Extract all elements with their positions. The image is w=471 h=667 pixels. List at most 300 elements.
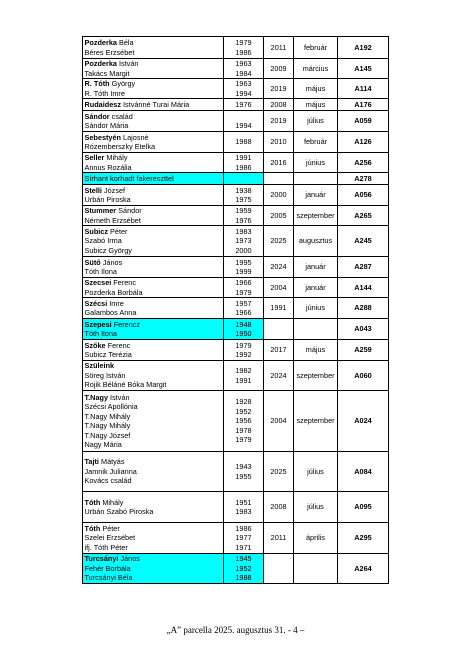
names-cell: [83, 37, 224, 59]
grave-code-cell: A176: [338, 99, 389, 111]
years-cell: [224, 173, 264, 185]
year-line: 1988: [235, 573, 252, 583]
name-line: [85, 163, 222, 173]
year-line: 1983: [235, 507, 252, 516]
year-line: 1950: [235, 329, 252, 338]
year-line: 1994: [235, 121, 252, 130]
renewal-year-cell: 2000: [264, 185, 294, 206]
name-line: [85, 371, 222, 381]
grave-code-cell: A059: [338, 111, 389, 132]
name-line: [85, 402, 222, 412]
renewal-month-cell: szeptember: [294, 361, 338, 391]
name-rest: János: [118, 554, 140, 564]
name-rest: Turcsányi Béla: [84, 573, 133, 583]
name-line: [85, 564, 222, 574]
name-line: [85, 206, 222, 216]
name-line: [85, 431, 222, 441]
names-cell: [83, 492, 224, 523]
name-rest: Ferencz: [111, 319, 141, 329]
name-rest: Subicz György: [84, 245, 132, 255]
grave-code-cell: A144: [338, 278, 389, 298]
names-cell: [83, 99, 224, 111]
name-line: [85, 533, 222, 543]
name-rest: Annus Rozália: [84, 162, 132, 172]
years-cell: [224, 185, 264, 206]
years-cell: [224, 226, 264, 257]
name-line: [85, 299, 222, 309]
name-rest: R. Tóth Imre: [84, 88, 125, 98]
name-line: [85, 467, 222, 477]
name-rest: Péter: [108, 226, 128, 236]
years-cell: [224, 99, 264, 111]
year-line: 1955: [235, 471, 252, 481]
years-cell: [224, 361, 264, 391]
renewal-year-cell: 2008: [264, 492, 294, 523]
grave-code-cell: A114: [338, 79, 389, 99]
years-cell: [224, 523, 264, 554]
name-rest: T.Nagy Mihály: [84, 421, 131, 430]
names-cell: [83, 132, 224, 153]
renewal-year-cell: 2017: [264, 340, 294, 361]
name-line: [85, 524, 222, 534]
renewal-year-cell: 2009: [264, 59, 294, 79]
grave-code-cell: A295: [338, 523, 389, 554]
year-line: 1976: [235, 99, 252, 109]
surname: Szecsei: [84, 278, 112, 287]
name-rest: Galambos Anna: [84, 308, 137, 317]
name-rest: Söreg István: [84, 370, 126, 380]
renewal-month-cell: június: [294, 153, 338, 173]
year-line: 1963: [235, 59, 252, 68]
renewal-month-cell: április: [294, 523, 338, 554]
name-rest: Németh Erzsébet: [84, 215, 141, 225]
renewal-month-cell: június: [294, 298, 338, 319]
renewal-year-cell: 2008: [264, 99, 294, 111]
renewal-month-cell: február: [294, 132, 338, 153]
year-line: 1928: [235, 397, 252, 407]
renewal-month-cell: január: [294, 185, 338, 206]
name-rest: Szabó Irma: [84, 236, 122, 246]
year-line: 1988: [235, 137, 252, 147]
grave-code-cell: A288: [338, 298, 389, 319]
register-row: [83, 132, 389, 153]
renewal-year-cell: [264, 173, 294, 185]
surname: Pozderka: [84, 38, 117, 47]
years-cell: [224, 37, 264, 59]
register-row: [83, 278, 389, 298]
year-line: 1986: [235, 523, 252, 533]
names-cell: [83, 278, 224, 298]
name-rest: Sándor Mária: [84, 121, 129, 130]
renewal-year-cell: 2016: [264, 153, 294, 173]
names-cell: [83, 452, 224, 492]
surname: Stelli: [84, 185, 102, 195]
name-rest: Istvánné Turai Mária: [121, 99, 190, 109]
renewal-year-cell: 2025: [264, 226, 294, 257]
name-line: [85, 320, 222, 330]
names-cell: [83, 391, 224, 452]
grave-code-cell: A259: [338, 340, 389, 361]
year-line: 1979: [235, 435, 252, 445]
grave-code-cell: A278: [338, 173, 389, 185]
year-line: 1979: [235, 287, 252, 297]
name-rest: Pozderka Borbála: [84, 287, 143, 297]
name-rest: Lajosné: [121, 132, 149, 142]
name-rest: Mihály: [104, 153, 128, 162]
year-line: 1945: [235, 554, 252, 564]
year-line: 1999: [235, 267, 252, 276]
names-cell: [83, 340, 224, 361]
grave-code-cell: A264: [338, 554, 389, 584]
surname: Tóth: [84, 497, 101, 507]
name-line: [85, 59, 222, 69]
name-line: [85, 393, 222, 403]
register-row: [83, 111, 389, 132]
renewal-month-cell: március: [294, 59, 338, 79]
grave-code-cell: A084: [338, 452, 389, 492]
register-row: [83, 99, 389, 111]
register-row: [83, 523, 389, 554]
name-line: [85, 121, 222, 131]
years-cell: [224, 79, 264, 99]
renewal-month-cell: augusztus: [294, 226, 338, 257]
years-cell: [224, 391, 264, 452]
name-rest: Ferenc: [105, 340, 131, 350]
name-line: [85, 69, 222, 79]
surname: Tóth: [84, 523, 101, 533]
renewal-year-cell: 2004: [264, 391, 294, 452]
name-rest: István: [108, 392, 130, 402]
names-cell: [83, 185, 224, 206]
grave-code-cell: A145: [338, 59, 389, 79]
name-line: [85, 554, 222, 564]
year-line: 1983: [235, 226, 252, 236]
surname: Rudaidesz: [84, 99, 121, 109]
name-rest: Nagy Mária: [84, 440, 122, 449]
name-line: [85, 278, 222, 288]
name-rest: Tóth Ilona: [84, 329, 117, 338]
year-line: 1975: [235, 195, 252, 204]
names-cell: [83, 173, 224, 185]
renewal-month-cell: július: [294, 452, 338, 492]
name-rest: család: [109, 111, 133, 121]
years-cell: [224, 298, 264, 319]
year-line: 1971: [235, 542, 252, 552]
years-cell: [224, 492, 264, 523]
year-line: 1986: [235, 162, 252, 172]
register-row: [83, 226, 389, 257]
year-line: [226, 174, 262, 184]
name-rest: Rojik Béláné Bóka Margit: [84, 380, 167, 390]
name-line: [85, 216, 222, 226]
name-line: [85, 476, 222, 486]
year-line: 1979: [235, 340, 252, 350]
names-cell: [83, 153, 224, 173]
renewal-month-cell: július: [294, 492, 338, 523]
years-cell: [224, 59, 264, 79]
years-cell: [224, 257, 264, 278]
name-rest: Sándor: [116, 206, 142, 215]
names-cell: [83, 257, 224, 278]
name-rest: Urbán Szabó Piroska: [84, 507, 154, 516]
year-line: 1938: [235, 185, 252, 195]
name-rest: Takács Margit: [84, 68, 130, 78]
year-line: 1951: [235, 497, 252, 507]
name-line: [85, 288, 222, 298]
year-line: 2000: [235, 245, 252, 255]
register-row: [83, 206, 389, 226]
name-line: [85, 112, 222, 122]
name-rest: Mihály: [100, 497, 124, 507]
year-line: 1991: [235, 375, 252, 385]
years-cell: [224, 340, 264, 361]
renewal-month-cell: január: [294, 257, 338, 278]
names-cell: [83, 111, 224, 132]
name-line: [85, 195, 222, 205]
renewal-month-cell: május: [294, 79, 338, 99]
register-row: [83, 554, 389, 584]
renewal-year-cell: 2010: [264, 132, 294, 153]
page-footer: „A” parcella 2025. augusztus 31. - 4 –: [166, 625, 305, 635]
renewal-month-cell: február: [294, 37, 338, 59]
years-cell: [224, 132, 264, 153]
surname: Pozderka: [84, 59, 117, 68]
year-line: 1986: [235, 47, 252, 57]
name-rest: Urbán Piroska: [84, 195, 131, 204]
name-rest: Sírhant korhadt fakereszttel: [84, 173, 174, 183]
renewal-month-cell: [294, 319, 338, 340]
grave-code-cell: A192: [338, 37, 389, 59]
grave-code-cell: A265: [338, 206, 389, 226]
renewal-year-cell: 1991: [264, 298, 294, 319]
name-rest: T.Nagy József: [84, 430, 131, 440]
year-line: 1992: [235, 350, 252, 359]
name-line: [85, 308, 222, 318]
renewal-year-cell: 2024: [264, 257, 294, 278]
grave-code-cell: A056: [338, 185, 389, 206]
year-line: 1979: [235, 38, 252, 47]
name-line: [85, 329, 222, 339]
renewal-year-cell: [264, 319, 294, 340]
grave-code-cell: A024: [338, 391, 389, 452]
year-line: 1952: [235, 563, 252, 573]
grave-code-cell: A060: [338, 361, 389, 391]
surname: R. Tóth: [84, 79, 110, 88]
year-line: 1976: [235, 215, 252, 225]
register-row: [83, 59, 389, 79]
name-line: [85, 440, 222, 450]
renewal-month-cell: május: [294, 99, 338, 111]
year-line: 1948: [235, 319, 252, 329]
grave-code-cell: A043: [338, 319, 389, 340]
surname: T.Nagy: [84, 392, 109, 402]
name-line: [85, 361, 222, 371]
name-line: [85, 142, 222, 152]
grave-code-cell: A245: [338, 226, 389, 257]
name-rest: Szelei Erzsébet: [84, 533, 136, 543]
name-line: [85, 507, 222, 517]
name-rest: János: [100, 257, 123, 267]
register-row: [83, 257, 389, 278]
name-line: [85, 573, 222, 583]
name-line: [85, 48, 222, 58]
name-rest: Szécsi Apollónia: [84, 402, 138, 411]
years-cell: [224, 153, 264, 173]
name-line: [85, 341, 222, 351]
names-cell: [83, 298, 224, 319]
renewal-year-cell: 2019: [264, 111, 294, 132]
renewal-year-cell: 2025: [264, 452, 294, 492]
years-cell: [224, 554, 264, 584]
names-cell: [83, 361, 224, 391]
year-line: 1957: [235, 298, 252, 308]
year-line: [226, 112, 262, 122]
name-line: [85, 350, 222, 360]
years-cell: [224, 452, 264, 492]
grave-code-cell: A287: [338, 257, 389, 278]
renewal-month-cell: szeptember: [294, 206, 338, 226]
surname: Szepesi: [84, 319, 112, 329]
name-line: [85, 227, 222, 237]
year-line: 1977: [235, 533, 252, 543]
name-line: [85, 79, 222, 89]
years-cell: [224, 319, 264, 340]
name-line: [85, 380, 222, 390]
name-line: [85, 498, 222, 508]
name-line: [85, 267, 222, 277]
surname: Sebestyén: [84, 132, 122, 142]
surname: Subicz: [84, 226, 109, 236]
years-cell: [224, 111, 264, 132]
name-rest: György: [109, 79, 136, 88]
name-line: [85, 174, 222, 184]
year-line: 1982: [235, 366, 252, 375]
year-line: 1966: [235, 308, 252, 317]
register-row: [83, 185, 389, 206]
name-rest: Subicz Terézia: [84, 350, 132, 359]
renewal-year-cell: 2024: [264, 361, 294, 391]
names-cell: [83, 226, 224, 257]
name-rest: Mátyás: [98, 457, 125, 467]
name-line: [85, 89, 222, 99]
name-line: [85, 246, 222, 256]
renewal-year-cell: 2011: [264, 37, 294, 59]
names-cell: [83, 523, 224, 554]
register-row: [83, 391, 389, 452]
year-line: 1994: [235, 88, 252, 98]
name-rest: T.Nagy Mihály: [84, 411, 131, 421]
year-line: 1943: [235, 462, 252, 471]
surname: Stummer: [84, 206, 117, 215]
register-row: [83, 492, 389, 523]
register-row: [83, 319, 389, 340]
surname: Tajti: [84, 457, 99, 467]
surname: Seller: [84, 153, 105, 162]
surname: Szécsi: [84, 298, 108, 308]
year-line: 1973: [235, 236, 252, 246]
years-cell: [224, 278, 264, 298]
renewal-month-cell: január: [294, 278, 338, 298]
year-line: 1959: [235, 206, 252, 215]
name-rest: Imre: [107, 298, 124, 308]
grave-code-cell: A095: [338, 492, 389, 523]
year-line: 1966: [235, 278, 252, 287]
name-line: [85, 100, 222, 110]
names-cell: [83, 59, 224, 79]
renewal-year-cell: [264, 554, 294, 584]
name-line: [85, 412, 222, 422]
name-line: [85, 236, 222, 246]
name-rest: Fehér Borbála: [84, 563, 131, 573]
year-line: 1952: [235, 406, 252, 416]
year-line: 1956: [235, 416, 252, 426]
renewal-month-cell: [294, 554, 338, 584]
name-rest: Péter: [100, 523, 120, 533]
grave-code-cell: A256: [338, 153, 389, 173]
names-cell: [83, 554, 224, 584]
year-line: 1984: [235, 68, 252, 78]
names-cell: [83, 319, 224, 340]
renewal-month-cell: május: [294, 340, 338, 361]
name-rest: Tóth Ilona: [84, 267, 117, 276]
register-row: [83, 173, 389, 185]
name-line: [85, 153, 222, 163]
year-line: 1963: [235, 79, 252, 88]
names-cell: [83, 206, 224, 226]
year-line: 1995: [235, 257, 252, 267]
year-line: 1991: [235, 153, 252, 162]
name-line: [85, 543, 222, 553]
renewal-year-cell: 2011: [264, 523, 294, 554]
name-rest: József: [101, 185, 126, 195]
name-line: [85, 258, 222, 268]
renewal-year-cell: 2005: [264, 206, 294, 226]
name-rest: Kovács család: [84, 476, 132, 486]
register-row: [83, 153, 389, 173]
renewal-month-cell: szeptember: [294, 391, 338, 452]
name-line: [85, 186, 222, 196]
register-row: [83, 340, 389, 361]
name-line: [85, 38, 222, 48]
name-rest: István: [116, 59, 139, 68]
surname: Sütő: [84, 257, 101, 267]
years-cell: [224, 206, 264, 226]
name-rest: Béres Erzsébet: [84, 47, 135, 57]
surname: Szüleink: [84, 361, 115, 371]
register-row: [83, 452, 389, 492]
name-rest: ifj. Tóth Péter: [84, 542, 128, 552]
renewal-year-cell: 2019: [264, 79, 294, 99]
name-line: [85, 133, 222, 143]
name-rest: Béla: [116, 38, 134, 47]
renewal-month-cell: [294, 173, 338, 185]
surname: Szőke: [84, 340, 106, 350]
register-row: [83, 298, 389, 319]
names-cell: [83, 79, 224, 99]
name-line: [85, 457, 222, 467]
register-row: [83, 361, 389, 391]
register-row: [83, 37, 389, 59]
name-rest: Jamnik Julianna: [84, 466, 137, 476]
register-body: [83, 37, 389, 584]
year-line: 1978: [235, 425, 252, 435]
name-rest: Rózemberszky Etelka: [84, 142, 156, 151]
name-line: [85, 421, 222, 431]
surname: Turcsányi: [84, 554, 119, 564]
surname: Sándor: [84, 111, 110, 121]
burial-register-table: [82, 36, 389, 584]
name-rest: Ferenc: [111, 278, 137, 287]
